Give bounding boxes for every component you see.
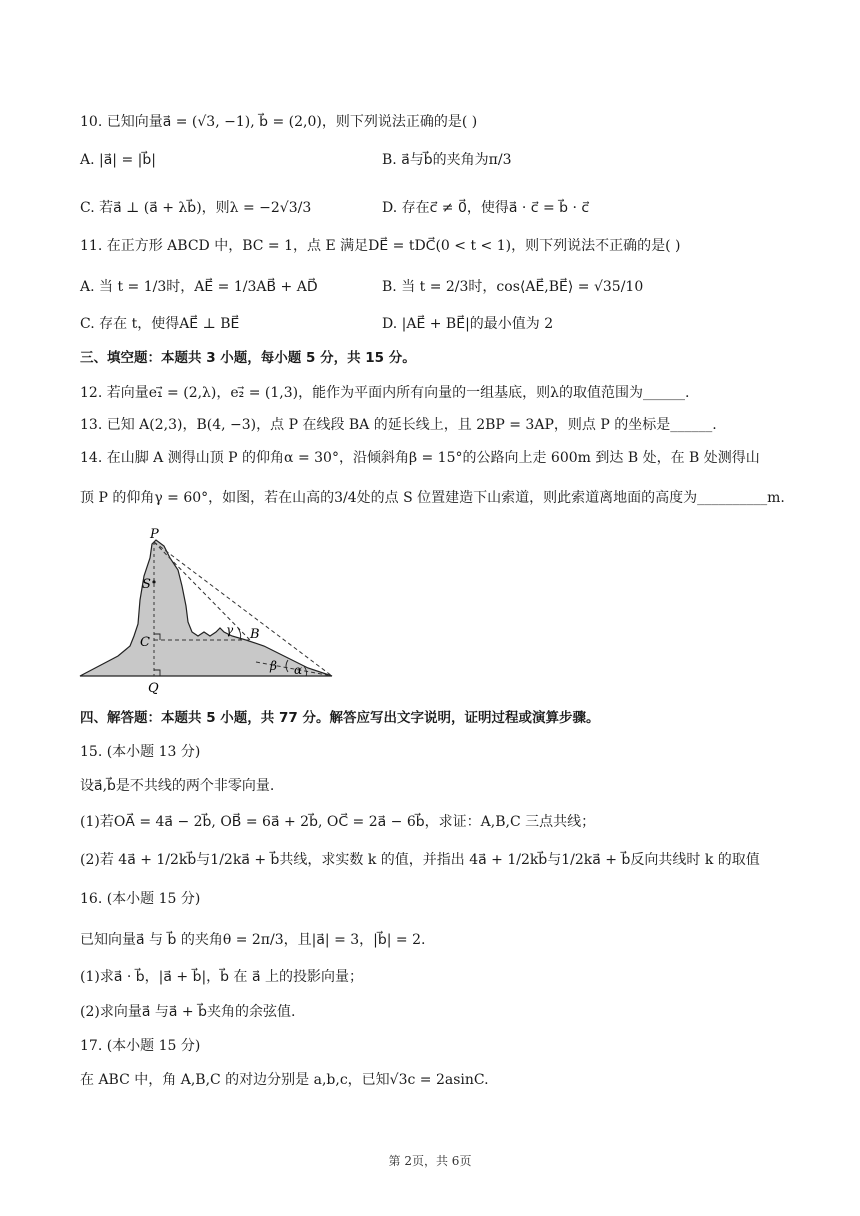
q12-text: 12. 若向量e₁⃗ = (2,λ)，e₂⃗ = (1,3)，能作为平面内所有向量的一组基底，则λ的取值范围为______.: [80, 385, 690, 401]
q10-option-b: B. a⃗与b⃗的夹角为π/3: [382, 152, 512, 168]
q11-option-c: C. 存在 t，使得AE⃗ ⊥ BE⃗: [80, 316, 240, 332]
q11-option-d: D. |AE⃗ + BE⃗|的最小值为 2: [382, 316, 554, 332]
label-c: C: [140, 635, 150, 650]
page-footer: 第 2页，共 6页: [388, 1154, 472, 1168]
label-alpha: α: [294, 663, 303, 677]
label-q: Q: [148, 681, 159, 694]
mountain-shape: [80, 540, 332, 676]
q13-text: 13. 已知 A(2,3)，B(4, −3)，点 P 在线段 BA 的延长线上，且 2BP = 3AP，则点 P 的坐标是______.: [80, 417, 717, 433]
q15-part-1: (1)若OA⃗ = 4a⃗ − 2b⃗, OB⃗ = 6a⃗ + 2b⃗, OC⃗ = 2a⃗ − 6b⃗，求证：A,B,C 三点共线；: [80, 814, 596, 830]
q16-intro: 已知向量a⃗ 与 b⃗ 的夹角θ = 2π/3，且|a⃗| = 3，|b⃗| = 2.: [80, 932, 426, 948]
label-s: S: [142, 577, 151, 592]
q11-option-a: A. 当 t = 1/3时，AE⃗ = 1/3AB⃗ + AD⃗: [80, 279, 318, 295]
q17-intro: 在 ABC 中，角 A,B,C 的对边分别是 a,b,c，已知√3c = 2asinC.: [80, 1072, 489, 1088]
q14-line-2: 顶 P 的仰角γ = 60°，如图，若在山高的3/4处的点 S 位置建造下山索道，则此索道离地面的高度为__________m.: [80, 490, 785, 506]
q16-part-1: (1)求a⃗ · b⃗，|a⃗ + b⃗|，b⃗ 在 a⃗ 上的投影向量；: [80, 969, 363, 985]
label-p: P: [150, 528, 159, 542]
q10-stem: 10. 已知向量a⃗ = (√3, −1), b⃗ = (2,0)，则下列说法正确的是( ): [80, 114, 478, 130]
q15-intro: 设a⃗,b⃗是不共线的两个非零向量.: [80, 778, 275, 794]
label-beta: β: [270, 659, 277, 673]
q14-line-1: 14. 在山脚 A 测得山顶 P 的仰角α = 30°，沿倾斜角β = 15°的公路向上走 600m 到达 B 处，在 B 处测得山: [80, 450, 760, 466]
point-s: [152, 580, 155, 583]
q10-option-a: A. |a⃗| = |b⃗|: [80, 152, 156, 168]
mountain-figure: [78, 528, 338, 694]
q11-stem: 11. 在正方形 ABCD 中，BC = 1，点 E 满足DE⃗ = tDC⃗(0 < t < 1)，则下列说法不正确的是( ): [80, 238, 681, 254]
q17-header: 17. (本小题 15 分): [80, 1038, 201, 1054]
q15-header: 15. (本小题 13 分): [80, 744, 201, 760]
q16-part-2: (2)求向量a⃗ 与a⃗ + b⃗夹角的余弦值.: [80, 1004, 296, 1020]
section-3-heading: 三、填空题：本题共 3 小题，每小题 5 分，共 15 分。: [80, 350, 416, 366]
q10-option-d: D. 存在c⃗ ≠ 0⃗，使得a⃗ · c⃗ = b⃗ · c⃗: [382, 200, 590, 216]
q15-part-2: (2)若 4a⃗ + 1/2kb⃗与1/2ka⃗ + b⃗共线，求实数 k 的值，并指出 4a⃗ + 1/2kb⃗与1/2ka⃗ + b⃗反向共线时 k 的取值: [80, 852, 760, 868]
q16-header: 16. (本小题 15 分): [80, 891, 201, 907]
section-4-heading: 四、解答题：本题共 5 小题，共 77 分。解答应写出文字说明，证明过程或演算步骤。: [80, 710, 600, 726]
q11-option-b: B. 当 t = 2/3时，cos⟨AE⃗,BE⃗⟩ = √35/10: [382, 279, 644, 295]
q10-option-c: C. 若a⃗ ⊥ (a⃗ + λb⃗)，则λ = −2√3/3: [80, 200, 312, 216]
label-gamma: γ: [226, 623, 234, 637]
label-b: B: [250, 627, 260, 642]
